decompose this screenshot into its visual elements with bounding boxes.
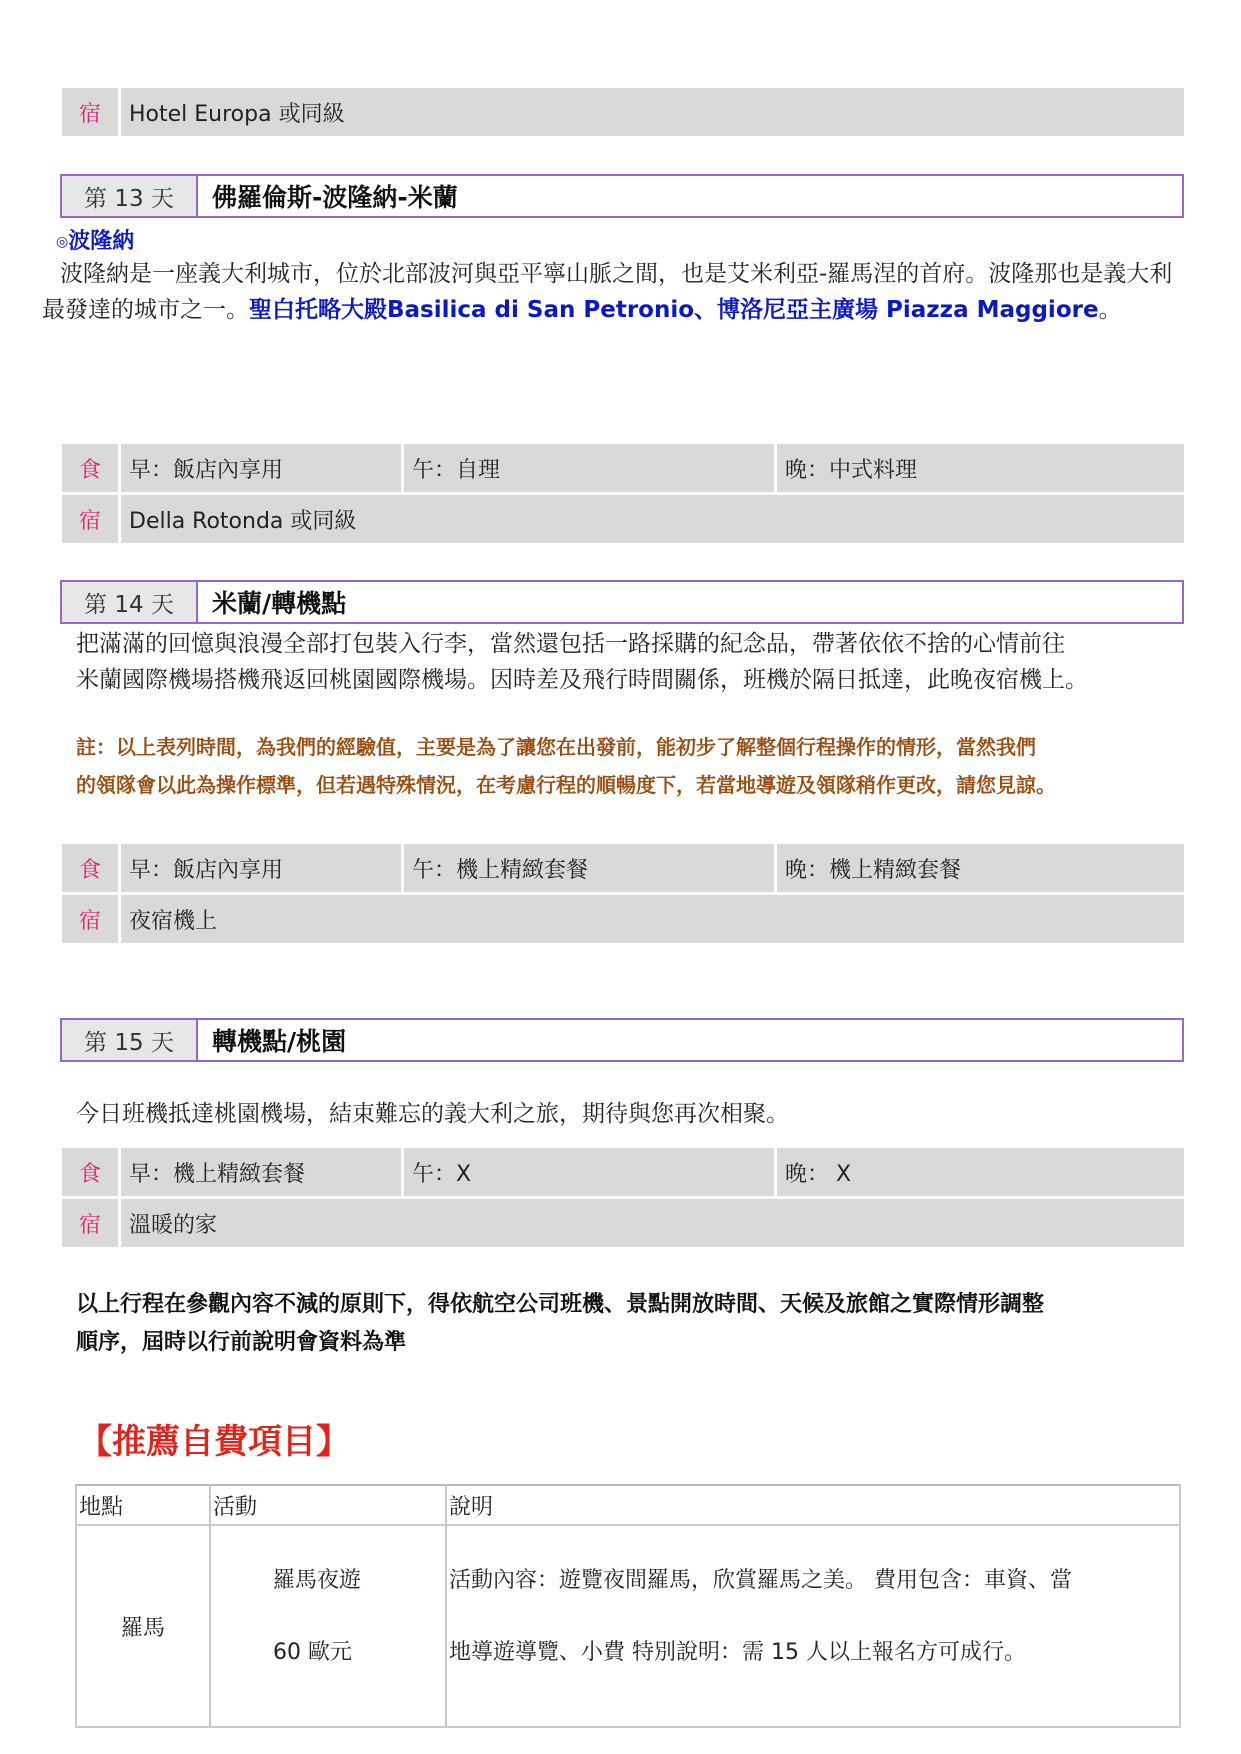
header-location: 地點: [76, 1485, 210, 1525]
lodging-value: Hotel Europa 或同級: [120, 88, 1185, 138]
day15-header: [60, 1018, 1184, 1062]
activity-price: 60 歐元: [273, 1640, 352, 1665]
meal-label: 食: [62, 844, 120, 894]
day13-header: [60, 174, 1184, 218]
lodging-label: 宿: [62, 1198, 120, 1249]
lodging-row: [62, 88, 1184, 138]
optional-activities-table: [75, 1484, 1181, 1728]
day13-title: 佛羅倫斯-波隆納-米蘭: [212, 183, 458, 212]
day15-number: 第 15 天: [62, 1020, 198, 1060]
day13-highlight: 聖白托略大殿Basilica di San Petronio、博洛尼亞主廣場 Piazza Maggiore: [249, 297, 1099, 323]
breakfast-cell: 早：機上精緻套餐: [120, 1148, 403, 1198]
day14-number: 第 14 天: [62, 582, 198, 622]
day15-title: 轉機點/桃園: [212, 1027, 347, 1056]
day15-meal-table: [62, 1148, 1184, 1250]
lodging-value: 夜宿機上: [120, 894, 1185, 945]
day12-lodging-table: [62, 88, 1184, 139]
description-line2: 地導遊導覽、小費 特別說明：需 15 人以上報名方可成行。: [449, 1640, 1026, 1665]
description-cell: [446, 1525, 1180, 1727]
section-marker-icon: ◎: [56, 234, 69, 250]
lodging-label: 宿: [62, 88, 120, 138]
bologna-heading: 波隆納: [68, 229, 135, 254]
meal-label: 食: [62, 444, 120, 494]
meal-row: [62, 844, 1184, 894]
activity-name: 羅馬夜遊: [273, 1568, 362, 1593]
header-description: 說明: [446, 1485, 1180, 1525]
day13-description: [42, 256, 1187, 328]
day14-title: 米蘭/轉機點: [212, 589, 347, 618]
lunch-cell: 午：自理: [403, 444, 776, 494]
day13-number: 第 13 天: [62, 176, 198, 216]
dinner-cell: 晚： X: [776, 1148, 1185, 1198]
lodging-value: 溫暖的家: [120, 1198, 1185, 1249]
disclaimer-line2: 順序，屆時以行前說明會資料為準: [76, 1330, 407, 1355]
meal-row: [62, 1148, 1184, 1198]
meal-row: [62, 444, 1184, 494]
lunch-cell: 午：機上精緻套餐: [403, 844, 776, 894]
breakfast-cell: 早：飯店內享用: [120, 444, 403, 494]
schedule-note-line2: 的領隊會以此為操作標準，但若遇特殊情況，在考慮行程的順暢度下，若當地導遊及領隊稍作更改，請您見諒。: [76, 773, 1056, 797]
schedule-note: [76, 728, 1186, 804]
optional-activities-heading: 【推薦自費項目】: [78, 1422, 350, 1462]
disclaimer-line1: 以上行程在參觀內容不減的原則下，得依航空公司班機、景點開放時間、天候及旅館之實際情形調整: [76, 1292, 1045, 1317]
lodging-row: [62, 1198, 1184, 1249]
day14-line2: 米蘭國際機場搭機飛返回桃園國際機場。因時差及飛行時間關係，班機於隔日抵達，此晚夜宿機上。: [76, 667, 1088, 693]
day15-description: 今日班機抵達桃園機場，結束難忘的義大利之旅，期待與您再次相聚。: [76, 1101, 789, 1127]
day14-line1: 把滿滿的回憶與浪漫全部打包裝入行李，當然還包括一路採購的紀念品，帶著依依不捨的心情前往: [76, 631, 1065, 657]
lodging-row: [62, 494, 1184, 545]
lodging-row: [62, 894, 1184, 945]
description-line1: 活動內容：遊覽夜間羅馬，欣賞羅馬之美。 費用包含：車資、當: [449, 1568, 1072, 1593]
day13-meal-table: [62, 444, 1184, 546]
lodging-value: Della Rotonda 或同級: [120, 494, 1185, 545]
itinerary-disclaimer: [76, 1286, 1186, 1362]
dinner-cell: 晚：中式料理: [776, 444, 1185, 494]
activity-cell: [210, 1525, 446, 1727]
day13-text: 波隆納是一座義大利城市，位於北部波河與亞平寧山脈之間，也是艾米利亞-羅馬涅的首府。波隆那也是義大利最發達的城市之一。: [42, 261, 1173, 323]
location-cell: 羅馬: [76, 1525, 210, 1727]
lodging-label: 宿: [62, 894, 120, 945]
lunch-cell: 午：X: [403, 1148, 776, 1198]
day13-text-end: 。: [1098, 297, 1122, 323]
table-row: [76, 1525, 1180, 1727]
bologna-section-title: [56, 224, 134, 255]
day14-header: [60, 580, 1184, 624]
dinner-cell: 晚：機上精緻套餐: [776, 844, 1185, 894]
breakfast-cell: 早：飯店內享用: [120, 844, 403, 894]
table-header-row: [76, 1485, 1180, 1525]
schedule-note-line1: 註：以上表列時間，為我們的經驗值，主要是為了讓您在出發前，能初步了解整個行程操作的情形，當然我們: [76, 735, 1036, 759]
lodging-label: 宿: [62, 494, 120, 545]
meal-label: 食: [62, 1148, 120, 1198]
day14-description: [76, 626, 1206, 698]
header-activity: 活動: [210, 1485, 446, 1525]
day14-meal-table: [62, 844, 1184, 946]
